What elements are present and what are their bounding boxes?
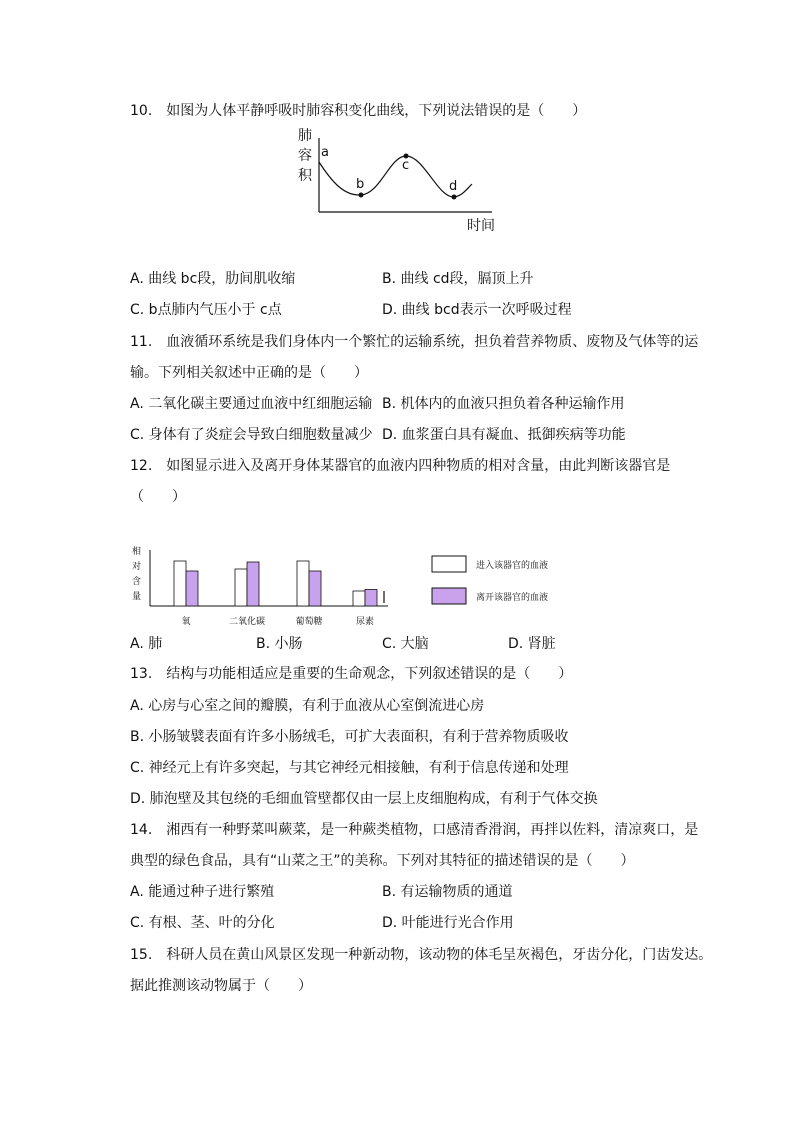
q11-option-a[interactable]: A. 二氧化碳主要通过血液中红细胞运输 (130, 396, 373, 412)
bar-enter-3 (353, 591, 365, 606)
q10-option-c[interactable]: C. b点肺内气压小于 c点 (130, 302, 282, 318)
q10-option-d[interactable]: D. 曲线 bcd表示一次呼吸过程 (382, 302, 572, 318)
q10-option-b[interactable]: B. 曲线 cd段，膈顶上升 (382, 271, 534, 287)
bar-enter-2 (297, 561, 309, 606)
legend-swatch-enter (432, 556, 466, 572)
category-label-1: 二氧化碳 (228, 617, 266, 627)
q12-option-c[interactable]: C. 大脑 (382, 636, 429, 652)
q12-option-d[interactable]: D. 肾脏 (508, 636, 556, 652)
q10-label-b: b (356, 177, 365, 192)
legend-label-leave: 离开该器官的血液 (476, 593, 549, 603)
q13-option-c[interactable]: C. 神经元上有许多突起，与其它神经元相接触，有利于信息传递和处理 (130, 760, 569, 776)
q10-option-a[interactable]: A. 曲线 bc段，肋间肌收缩 (130, 271, 296, 287)
q15-stem-line2: 据此推测该动物属于（ ） (130, 978, 312, 994)
q15-stem-line1: 15. 科研人员在黄山风景区发现一种新动物，该动物的体毛呈灰褐色，牙齿分化，门齿发达。 (130, 947, 713, 963)
q13-option-a[interactable]: A. 心房与心室之间的瓣膜，有利于血液从心室倒流进心房 (130, 698, 485, 714)
q10-xlabel: 时间 (467, 218, 495, 234)
category-label-0: 氧 (181, 617, 191, 627)
q11-option-c[interactable]: C. 身体有了炎症会导致白细胞数量减少 (130, 427, 373, 443)
ylabel-char-3: 含 (132, 577, 142, 587)
q11-stem-line2: 输。下列相关叙述中正确的是（ ） (130, 365, 368, 381)
bar-enter-1 (235, 569, 247, 606)
legend-swatch-leave (432, 588, 466, 604)
q12-option-a[interactable]: A. 肺 (130, 636, 163, 652)
bar-leave-2 (309, 571, 321, 606)
q12-bar-chart (128, 540, 588, 632)
q10-label-c: c (402, 158, 410, 173)
q14-stem-line2: 典型的绿色食品，具有“山菜之王”的美称。下列对其特征的描述错误的是（ ） (130, 853, 635, 869)
q10-ylabel-char-1: 肺 (298, 128, 312, 144)
q12-option-b[interactable]: B. 小肠 (256, 636, 303, 652)
q10-point-d-marker (452, 195, 457, 200)
bar-leave-0 (186, 571, 198, 606)
q10-stem: 10. 如图为人体平静呼吸时肺容积变化曲线，下列说法错误的是（ ） (130, 103, 587, 119)
bar-leave-3 (365, 590, 377, 607)
q10-lung-volume-figure (292, 124, 512, 236)
q14-option-b[interactable]: B. 有运输物质的通道 (382, 884, 513, 900)
q10-ylabel-char-3: 积 (298, 168, 312, 184)
q10-label-d: d (449, 179, 458, 194)
category-label-2: 葡萄糖 (295, 617, 323, 627)
q11-option-b[interactable]: B. 机体内的血液只担负着各种运输作用 (382, 396, 625, 412)
ylabel-char-1: 相 (132, 547, 142, 557)
q14-option-c[interactable]: C. 有根、茎、叶的分化 (130, 915, 275, 931)
ylabel-char-4: 量 (132, 592, 142, 602)
q13-option-b[interactable]: B. 小肠皱襞表面有许多小肠绒毛，可扩大表面积，有利于营养物质吸收 (130, 729, 569, 745)
q14-option-d[interactable]: D. 叶能进行光合作用 (382, 915, 514, 931)
q14-option-a[interactable]: A. 能通过种子进行繁殖 (130, 884, 275, 900)
q11-option-d[interactable]: D. 血浆蛋白具有凝血、抵御疾病等功能 (382, 427, 626, 443)
ylabel-char-2: 对 (132, 562, 142, 572)
q13-option-d[interactable]: D. 肺泡壁及其包绕的毛细血管壁都仅由一层上皮细胞构成，有利于气体交换 (130, 791, 598, 807)
q10-ylabel-char-2: 容 (298, 148, 312, 164)
bar-enter-0 (174, 561, 186, 606)
category-label-3: 尿素 (355, 617, 375, 627)
q14-stem-line1: 14. 湘西有一种野菜叫蕨菜，是一种蕨类植物，口感清香滑润，再拌以佐料，清凉爽口，是 (130, 822, 699, 838)
q10-point-b-marker (359, 193, 364, 198)
q12-stem-line1: 12. 如图显示进入及离开身体某器官的血液内四种物质的相对含量，由此判断该器官是 (130, 458, 671, 474)
q10-label-a: a (321, 145, 329, 160)
bar-leave-1 (247, 562, 259, 606)
legend-label-enter: 进入该器官的血液 (476, 561, 549, 571)
q12-stem-line2: （ ） (130, 489, 186, 505)
q11-stem-line1: 11. 血液循环系统是我们身体内一个繁忙的运输系统，担负着营养物质、废物及气体等的运 (130, 334, 699, 350)
q13-stem: 13. 结构与功能相适应是重要的生命观念，下列叙述错误的是（ ） (130, 666, 573, 682)
